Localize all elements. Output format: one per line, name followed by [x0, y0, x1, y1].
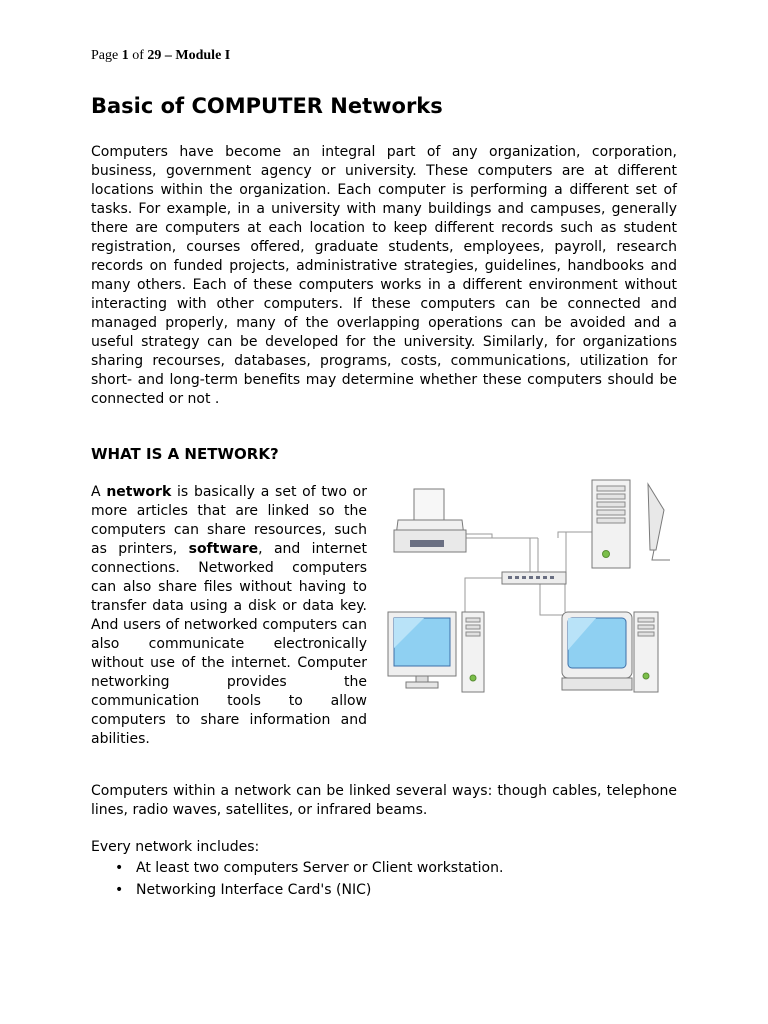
printer-icon	[394, 489, 466, 552]
section-heading: WHAT IS A NETWORK?	[91, 445, 279, 463]
term-software: software	[188, 541, 259, 557]
network-diagram	[380, 472, 680, 702]
desktop-computer-icon	[388, 612, 484, 692]
page-total: 29	[147, 48, 162, 63]
includes-intro: Every network includes:	[91, 839, 260, 855]
links-paragraph: Computers within a network can be linked several ways: though cables, telephone lines, radio waves, satellites, or infrared beams.	[91, 783, 677, 818]
tower-server-icon	[592, 480, 670, 568]
network-paragraph: A network is basically a set of two or more articles that are linked so the computers can share resources, such as printers, software, and internet connections. Networked computers can also share files without having to transfer data using a disk or data key. And users of networked computers can also communicate electronically without use of the internet. Computer networking provides the communication tools to allow computers to share information and abilities.	[91, 484, 368, 747]
page-title: Basic of COMPUTER Networks	[91, 94, 443, 118]
term-network: network	[106, 484, 172, 500]
network-hub-icon	[502, 572, 566, 584]
page-header: Page 1 of 29 – Module I	[91, 48, 231, 63]
list-item: • At least two computers Server or Client workstation.	[91, 857, 677, 879]
includes-list	[91, 857, 677, 901]
intro-paragraph: Computers have become an integral part of any organization, corporation, business, government agency or university. These computers are at different locations within the organization. Each computer is performing a different set of tasks. For example, in a university with many buildings and campuses, generally there are computers at each location to keep different records such as student registration, courses offered, graduate students, employees, payroll, research records on funded projects, administrative strategies, guidelines, handbooks and many others. Each of these computers works in a different environment without interacting with other computers. If these computers can be connected and managed properly, many of the overlapping operations can be avoided and a useful strategy can be developed for the university. Similarly, for organizations sharing recourses, databases, programs, costs, communications, utilization for short- and long-term benefits may determine whether these computers should be connected or not .	[91, 144, 677, 407]
list-item: • Networking Interface Card's (NIC)	[91, 879, 677, 901]
page-number: 1	[121, 48, 129, 63]
desktop-computer-icon	[562, 612, 658, 692]
module-label: – Module I	[161, 48, 231, 63]
